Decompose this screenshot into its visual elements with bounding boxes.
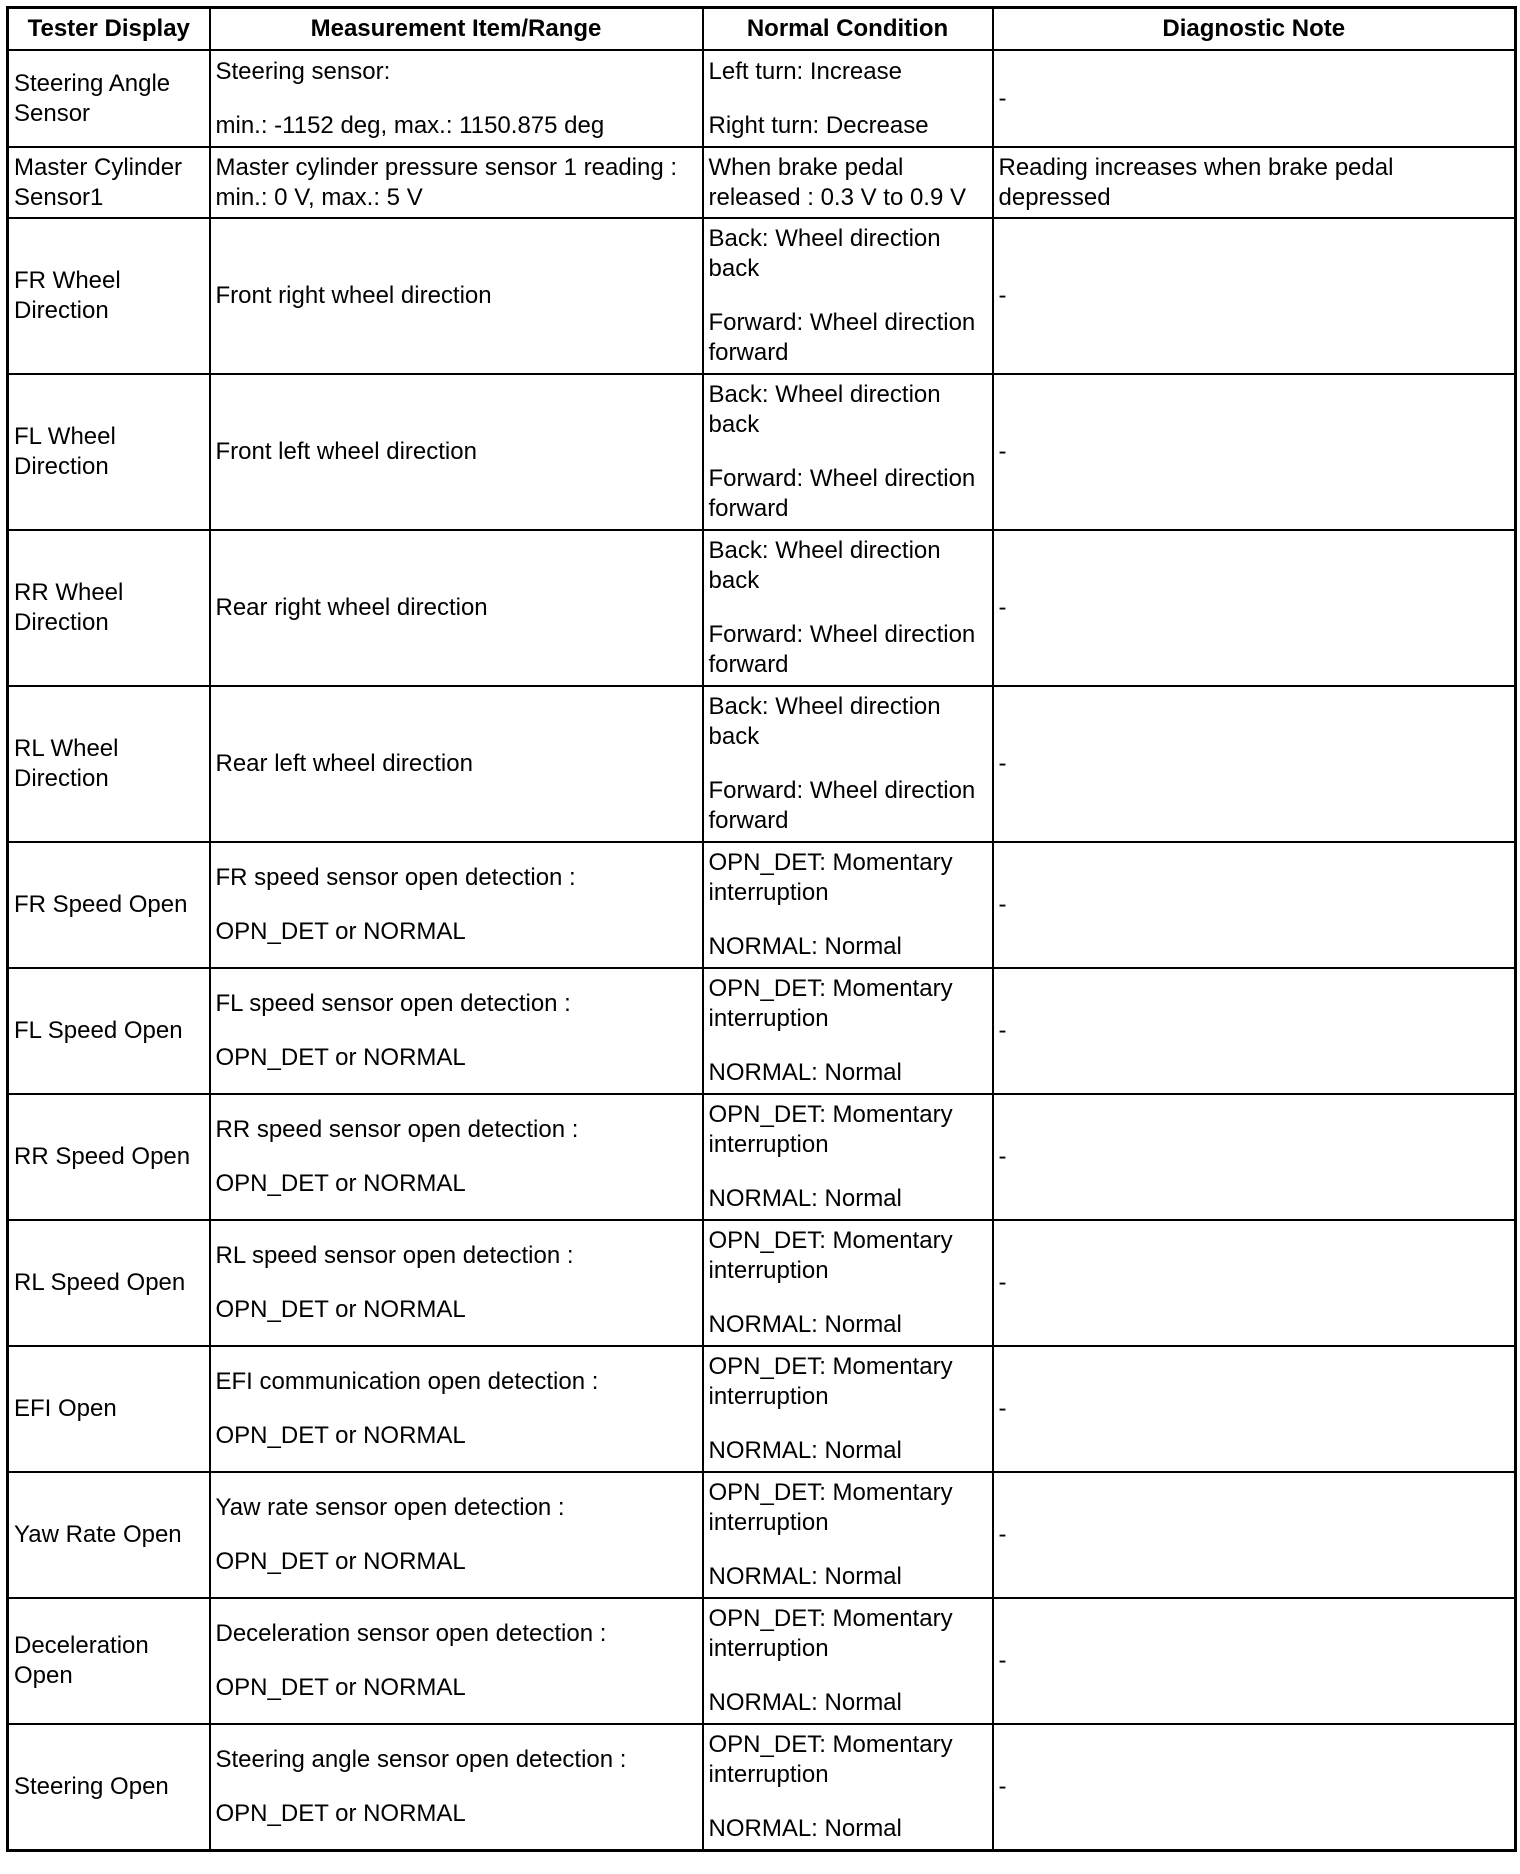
measurement-line: OPN_DET or NORMAL [215,1422,466,1449]
tester-display-cell: FR Wheel Direction [8,218,210,374]
tester-display-cell: RR Wheel Direction [8,530,210,686]
normal-condition-cell [703,1346,993,1472]
tester-display-cell: RL Wheel Direction [8,686,210,842]
condition-line: NORMAL: Normal [708,933,902,960]
condition-line: NORMAL: Normal [708,1815,902,1842]
measurement-cell [210,1598,703,1724]
table-row [8,50,1516,147]
table-header-row [8,8,1516,51]
table-row [8,374,1516,530]
measurement-cell [210,1472,703,1598]
condition-line: OPN_DET: Momentary interruption [708,1353,953,1410]
tester-display-cell: RR Speed Open [8,1094,210,1220]
table-row [8,1094,1516,1220]
condition-line: Back: Wheel direction back [708,537,941,594]
tester-display-cell: Yaw Rate Open [8,1472,210,1598]
measurement-cell: Master cylinder pressure sensor 1 reading : min.: 0 V, max.: 5 V [210,147,703,218]
normal-condition-cell [703,218,993,374]
condition-line: OPN_DET: Momentary interruption [708,1731,953,1788]
tester-display-cell: FL Wheel Direction [8,374,210,530]
measurement-line: Deceleration sensor open detection : [215,1620,607,1647]
measurement-cell [210,50,703,147]
diagnostic-note-cell: - [993,968,1516,1094]
measurement-cell [210,968,703,1094]
diagnostic-note-cell: - [993,1346,1516,1472]
table-row [8,1220,1516,1346]
diagnostic-note-cell: - [993,1472,1516,1598]
measurement-line: FL speed sensor open detection : [215,990,571,1017]
condition-line: OPN_DET: Momentary interruption [708,849,953,906]
measurement-line: Steering angle sensor open detection : [215,1746,627,1773]
condition-line: Forward: Wheel direction forward [708,621,976,678]
condition-line: Back: Wheel direction back [708,693,941,750]
diagnostic-note-cell: - [993,530,1516,686]
normal-condition-cell [703,1220,993,1346]
measurement-line: FR speed sensor open detection : [215,864,576,891]
tester-display-cell: RL Speed Open [8,1220,210,1346]
measurement-line: OPN_DET or NORMAL [215,1800,466,1827]
condition-line: NORMAL: Normal [708,1437,902,1464]
measurement-line: RL speed sensor open detection : [215,1242,574,1269]
diagnostic-note-cell: Reading increases when brake pedal depressed [993,147,1516,218]
normal-condition-cell [703,968,993,1094]
diagnostic-data-table [6,6,1517,1852]
tester-display-cell: Steering Angle Sensor [8,50,210,147]
table-row [8,1472,1516,1598]
measurement-line: EFI communication open detection : [215,1368,599,1395]
measurement-cell: Front left wheel direction [210,374,703,530]
measurement-cell [210,1346,703,1472]
diagnostic-note-cell: - [993,686,1516,842]
diagnostic-note-cell: - [993,1724,1516,1851]
condition-line: Back: Wheel direction back [708,381,941,438]
table-row [8,968,1516,1094]
normal-condition-cell [703,1472,993,1598]
table-row [8,842,1516,968]
diagnostic-note-cell: - [993,218,1516,374]
tester-display-cell: FR Speed Open [8,842,210,968]
table-row [8,530,1516,686]
condition-line: Forward: Wheel direction forward [708,309,976,366]
measurement-line: RR speed sensor open detection : [215,1116,579,1143]
tester-display-cell: Steering Open [8,1724,210,1851]
measurement-line: OPN_DET or NORMAL [215,1674,466,1701]
condition-line: NORMAL: Normal [708,1689,902,1716]
measurement-cell [210,842,703,968]
condition-line: NORMAL: Normal [708,1059,902,1086]
normal-condition-cell [703,1598,993,1724]
condition-line: OPN_DET: Momentary interruption [708,1605,953,1662]
table-row [8,218,1516,374]
tester-display-cell: Master Cylinder Sensor1 [8,147,210,218]
measurement-line: OPN_DET or NORMAL [215,1170,466,1197]
condition-line: Forward: Wheel direction forward [708,777,976,834]
diagnostic-note-cell: - [993,1598,1516,1724]
measurement-line: Steering sensor: [215,57,391,85]
condition-line: OPN_DET: Momentary interruption [708,1101,953,1158]
measurement-cell: Rear right wheel direction [210,530,703,686]
condition-line: NORMAL: Normal [708,1311,902,1338]
condition-line: NORMAL: Normal [708,1563,902,1590]
normal-condition-cell [703,1094,993,1220]
normal-condition-cell [703,374,993,530]
normal-condition-cell [703,1724,993,1851]
measurement-cell: Front right wheel direction [210,218,703,374]
tester-display-cell: Deceleration Open [8,1598,210,1724]
measurement-line: min.: -1152 deg, max.: 1150.875 deg [215,111,605,139]
diagnostic-note-cell: - [993,50,1516,147]
condition-line: Left turn: Increase [708,57,902,85]
table-row [8,686,1516,842]
diagnostic-note-cell: - [993,1094,1516,1220]
diagnostic-note-cell: - [993,842,1516,968]
condition-line: NORMAL: Normal [708,1185,902,1212]
table-row [8,1724,1516,1851]
header-normal-condition: Normal Condition [703,8,993,51]
table-row [8,1598,1516,1724]
measurement-cell [210,1094,703,1220]
tester-display-cell: FL Speed Open [8,968,210,1094]
normal-condition-cell [703,842,993,968]
table-row [8,1346,1516,1472]
condition-line: OPN_DET: Momentary interruption [708,975,953,1032]
condition-line: Right turn: Decrease [708,111,929,139]
normal-condition-cell: When brake pedal released : 0.3 V to 0.9 V [703,147,993,218]
header-tester-display: Tester Display [8,8,210,51]
condition-line: OPN_DET: Momentary interruption [708,1479,953,1536]
measurement-line: OPN_DET or NORMAL [215,1548,466,1575]
condition-line: OPN_DET: Momentary interruption [708,1227,953,1284]
measurement-cell: Rear left wheel direction [210,686,703,842]
condition-line: Forward: Wheel direction forward [708,465,976,522]
measurement-cell [210,1220,703,1346]
condition-line: Back: Wheel direction back [708,225,941,282]
measurement-line: Yaw rate sensor open detection : [215,1494,565,1521]
normal-condition-cell [703,530,993,686]
normal-condition-cell [703,686,993,842]
measurement-line: OPN_DET or NORMAL [215,1044,466,1071]
diagnostic-note-cell: - [993,374,1516,530]
diagnostic-note-cell: - [993,1220,1516,1346]
measurement-cell [210,1724,703,1851]
measurement-line: OPN_DET or NORMAL [215,918,466,945]
table-row [8,147,1516,218]
tester-display-cell: EFI Open [8,1346,210,1472]
header-diagnostic-note: Diagnostic Note [993,8,1516,51]
header-measurement-item: Measurement Item/Range [210,8,703,51]
measurement-line: OPN_DET or NORMAL [215,1296,466,1323]
normal-condition-cell [703,50,993,147]
